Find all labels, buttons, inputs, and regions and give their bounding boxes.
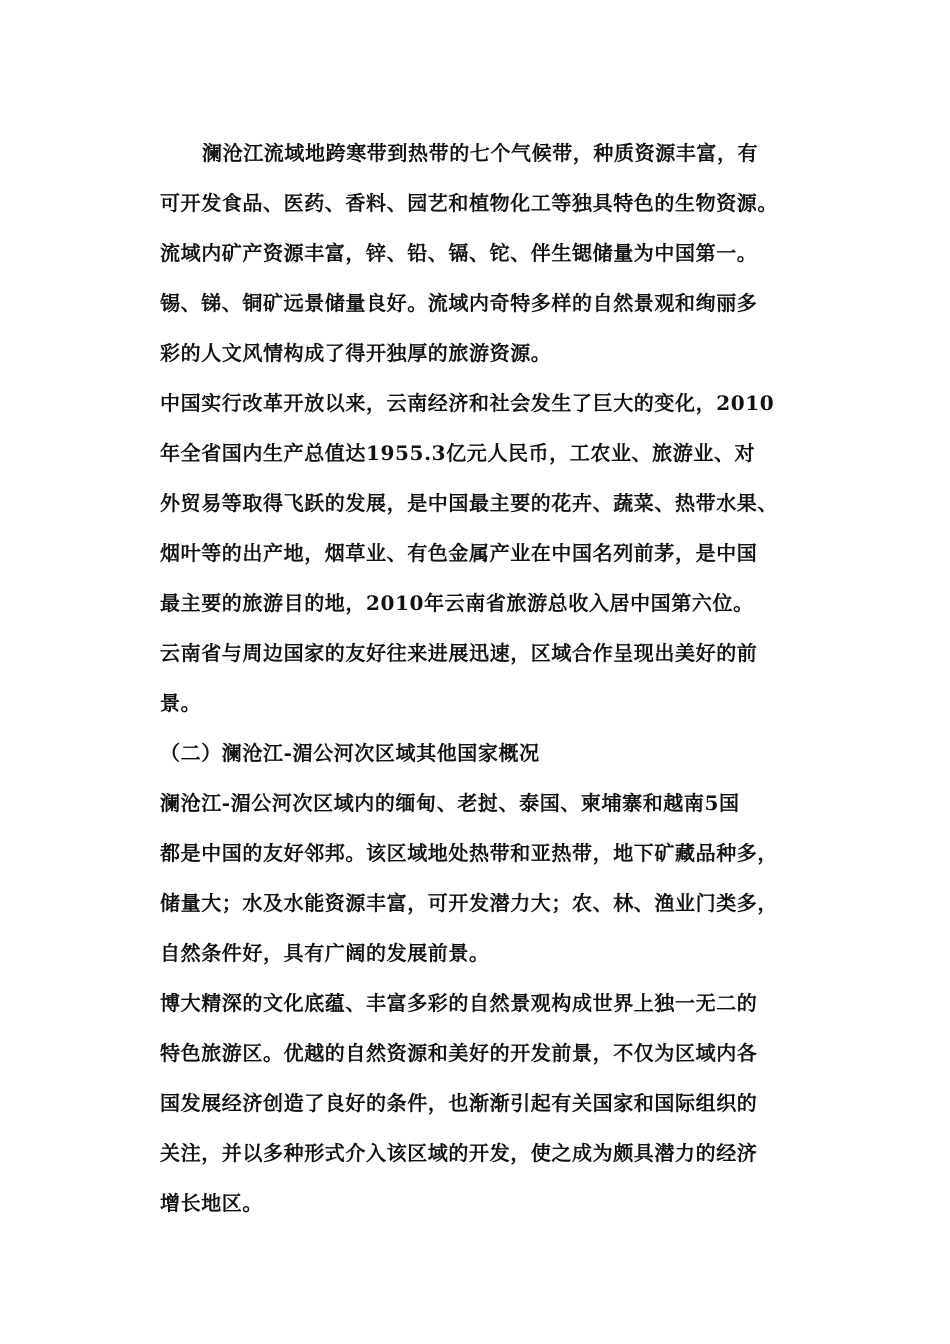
paragraph-5-line-5: 增长地区。 (160, 1191, 263, 1215)
paragraph-3-line-1: 云南省与周边国家的友好往来进展迅速，区域合作呈现出美好的前 (160, 641, 758, 665)
paragraph-3-line-2: 景。 (160, 691, 202, 715)
paragraph-4-line-3: 储量大；水及水能资源丰富，可开发潜力大；农、林、渔业门类多， (160, 891, 778, 915)
paragraph-1-line-3: 流域内矿产资源丰富，锌、铅、镉、铊、伴生锶储量为中国第一。 (160, 241, 758, 265)
paragraph-1-line-1: 澜沧江流域地跨寒带到热带的七个气候带，种质资源丰富，有 (202, 141, 759, 165)
paragraph-5-line-2: 特色旅游区。优越的自然资源和美好的开发前景，不仅为区域内各 (160, 1041, 758, 1065)
paragraph-2-line-3: 外贸易等取得飞跃的发展，是中国最主要的花卉、蔬菜、热带水果、 (160, 491, 778, 515)
paragraph-4-line-1: 澜沧江-湄公河次区域内的缅甸、老挝、泰国、柬埔寨和越南5国 (160, 791, 740, 815)
document-body (160, 128, 830, 1228)
section-heading: （二）澜沧江-湄公河次区域其他国家概况 (160, 741, 540, 765)
paragraph-4-line-4: 自然条件好，具有广阔的发展前景。 (160, 941, 490, 965)
paragraph-1-line-4: 锡、锑、铜矿远景储量良好。流域内奇特多样的自然景观和绚丽多 (160, 291, 758, 315)
paragraph-4-line-2: 都是中国的友好邻邦。该区域地处热带和亚热带，地下矿藏品种多， (160, 841, 778, 865)
paragraph-2-line-4: 烟叶等的出产地，烟草业、有色金属产业在中国名列前茅，是中国 (160, 541, 758, 565)
paragraph-2-line-5: 最主要的旅游目的地，2010年云南省旅游总收入居中国第六位。 (160, 591, 754, 615)
paragraph-1-line-5: 彩的人文风情构成了得开独厚的旅游资源。 (160, 341, 552, 365)
paragraph-5-line-1: 博大精深的文化底蕴、丰富多彩的自然景观构成世界上独一无二的 (160, 991, 758, 1015)
paragraph-5-line-4: 关注，并以多种形式介入该区域的开发，使之成为颇具潜力的经济 (160, 1141, 758, 1165)
paragraph-2-line-1: 中国实行改革开放以来，云南经济和社会发生了巨大的变化，2010 (160, 391, 775, 415)
paragraph-5-line-3: 国发展经济创造了良好的条件，也渐渐引起有关国家和国际组织的 (160, 1091, 758, 1115)
paragraph-1-line-2: 可开发食品、医药、香料、园艺和植物化工等独具特色的生物资源。 (160, 191, 778, 215)
paragraph-2-line-2: 年全省国内生产总值达1955.3亿元人民币，工农业、旅游业、对 (160, 441, 756, 465)
